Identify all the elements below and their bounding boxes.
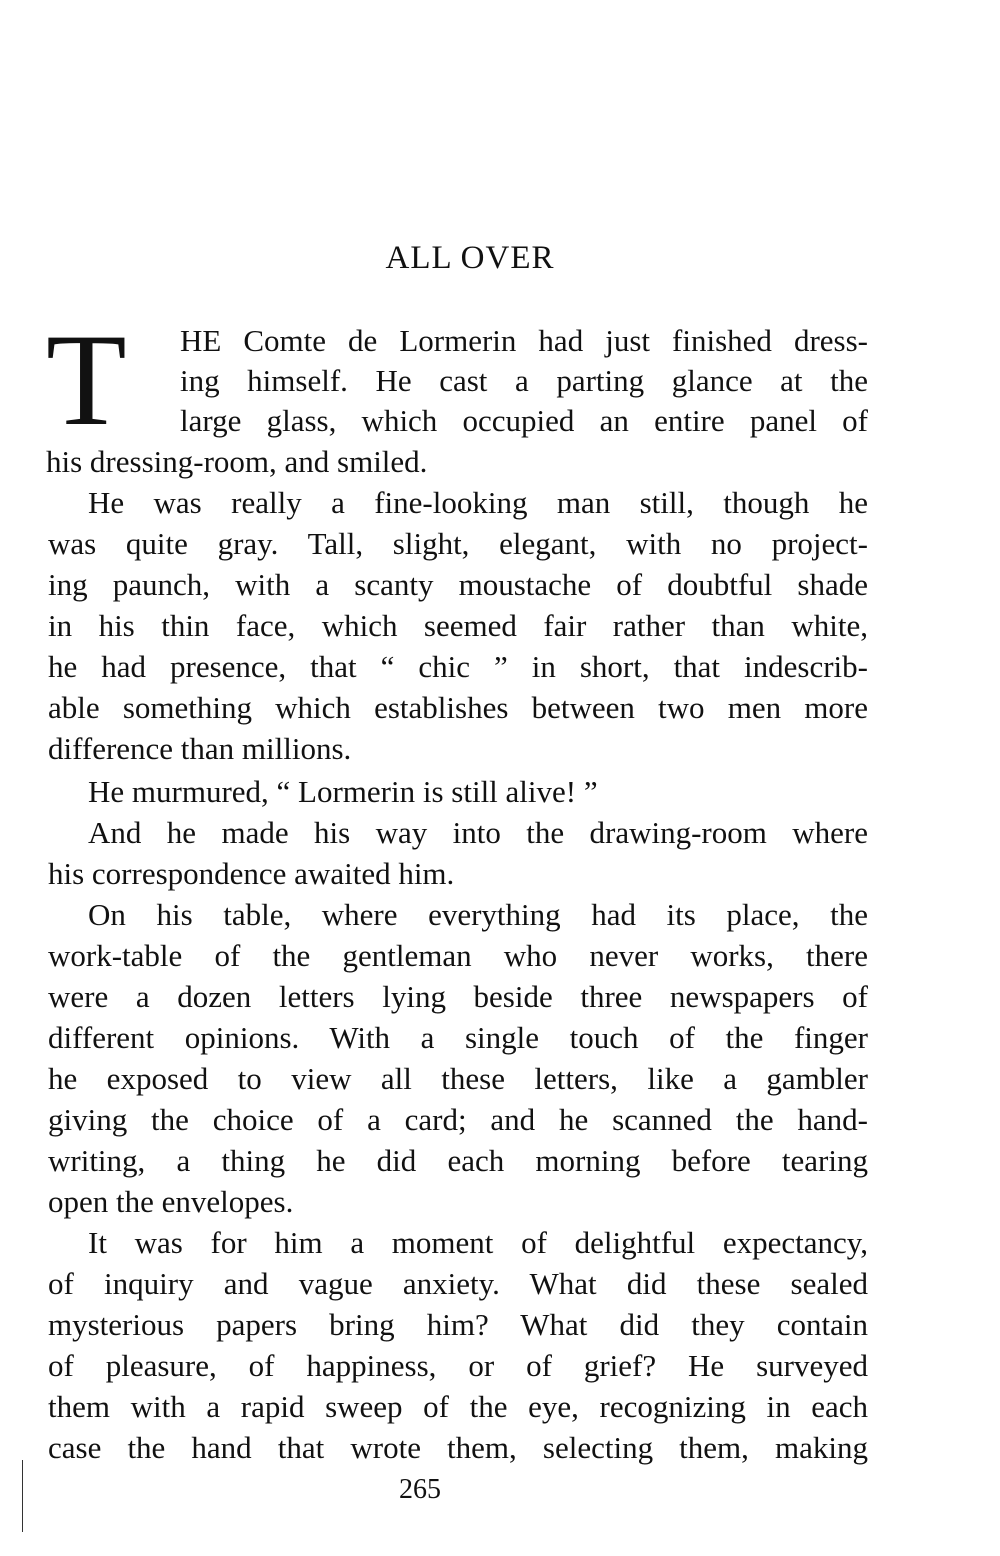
text-line: was quite gray. Tall, slight, elegant, with no project- <box>48 526 868 561</box>
text-line: It was for him a moment of delightful expectancy, <box>88 1225 868 1260</box>
text-line: And he made his way into the drawing-room where <box>88 815 868 850</box>
text-line: work-table of the gentleman who never works, there <box>48 938 868 973</box>
text-line: able something which establishes between two men more <box>48 690 868 725</box>
text-line: case the hand that wrote them, selecting them, making <box>48 1430 868 1465</box>
text-line: open the envelopes. <box>48 1184 294 1219</box>
text-line: ing himself. He cast a parting glance at the <box>180 363 868 398</box>
text-line: He was really a fine-looking man still, though he <box>88 485 868 520</box>
text-line: mysterious papers bring him? What did they contain <box>48 1307 868 1342</box>
text-line: HE Comte de Lormerin had just finished dress- <box>180 323 868 358</box>
text-line: he had presence, that “ chic ” in short, that indescrib- <box>48 649 868 684</box>
text-line: of inquiry and vague anxiety. What did these sealed <box>48 1266 868 1301</box>
text-line: them with a rapid sweep of the eye, recognizing in each <box>48 1389 868 1424</box>
text-line: writing, a thing he did each morning before tearing <box>48 1143 868 1178</box>
text-line: were a dozen letters lying beside three newspapers of <box>48 979 868 1014</box>
text-line: ing paunch, with a scanty moustache of doubtful shade <box>48 567 868 602</box>
text-line: of pleasure, of happiness, or of grief? He surveyed <box>48 1348 868 1383</box>
chapter-title: ALL OVER <box>385 240 555 276</box>
text-line: large glass, which occupied an entire panel of <box>180 403 868 438</box>
text-line: his dressing-room, and smiled. <box>46 444 428 479</box>
text-line: different opinions. With a single touch of the finger <box>48 1020 868 1055</box>
text-line: in his thin face, which seemed fair rather than white, <box>48 608 868 643</box>
text-line: his correspondence awaited him. <box>48 856 455 891</box>
margin-rule <box>22 1460 23 1532</box>
drop-cap-letter: T <box>46 306 127 453</box>
text-line: giving the choice of a card; and he scanned the hand- <box>48 1102 868 1137</box>
text-line: He murmured, “ Lormerin is still alive! ” <box>88 774 598 809</box>
page-number: 265 <box>399 1474 441 1505</box>
text-line: On his table, where everything had its place, the <box>88 897 868 932</box>
text-line: difference than millions. <box>48 731 352 766</box>
text-line: he exposed to view all these letters, like a gambler <box>48 1061 868 1096</box>
